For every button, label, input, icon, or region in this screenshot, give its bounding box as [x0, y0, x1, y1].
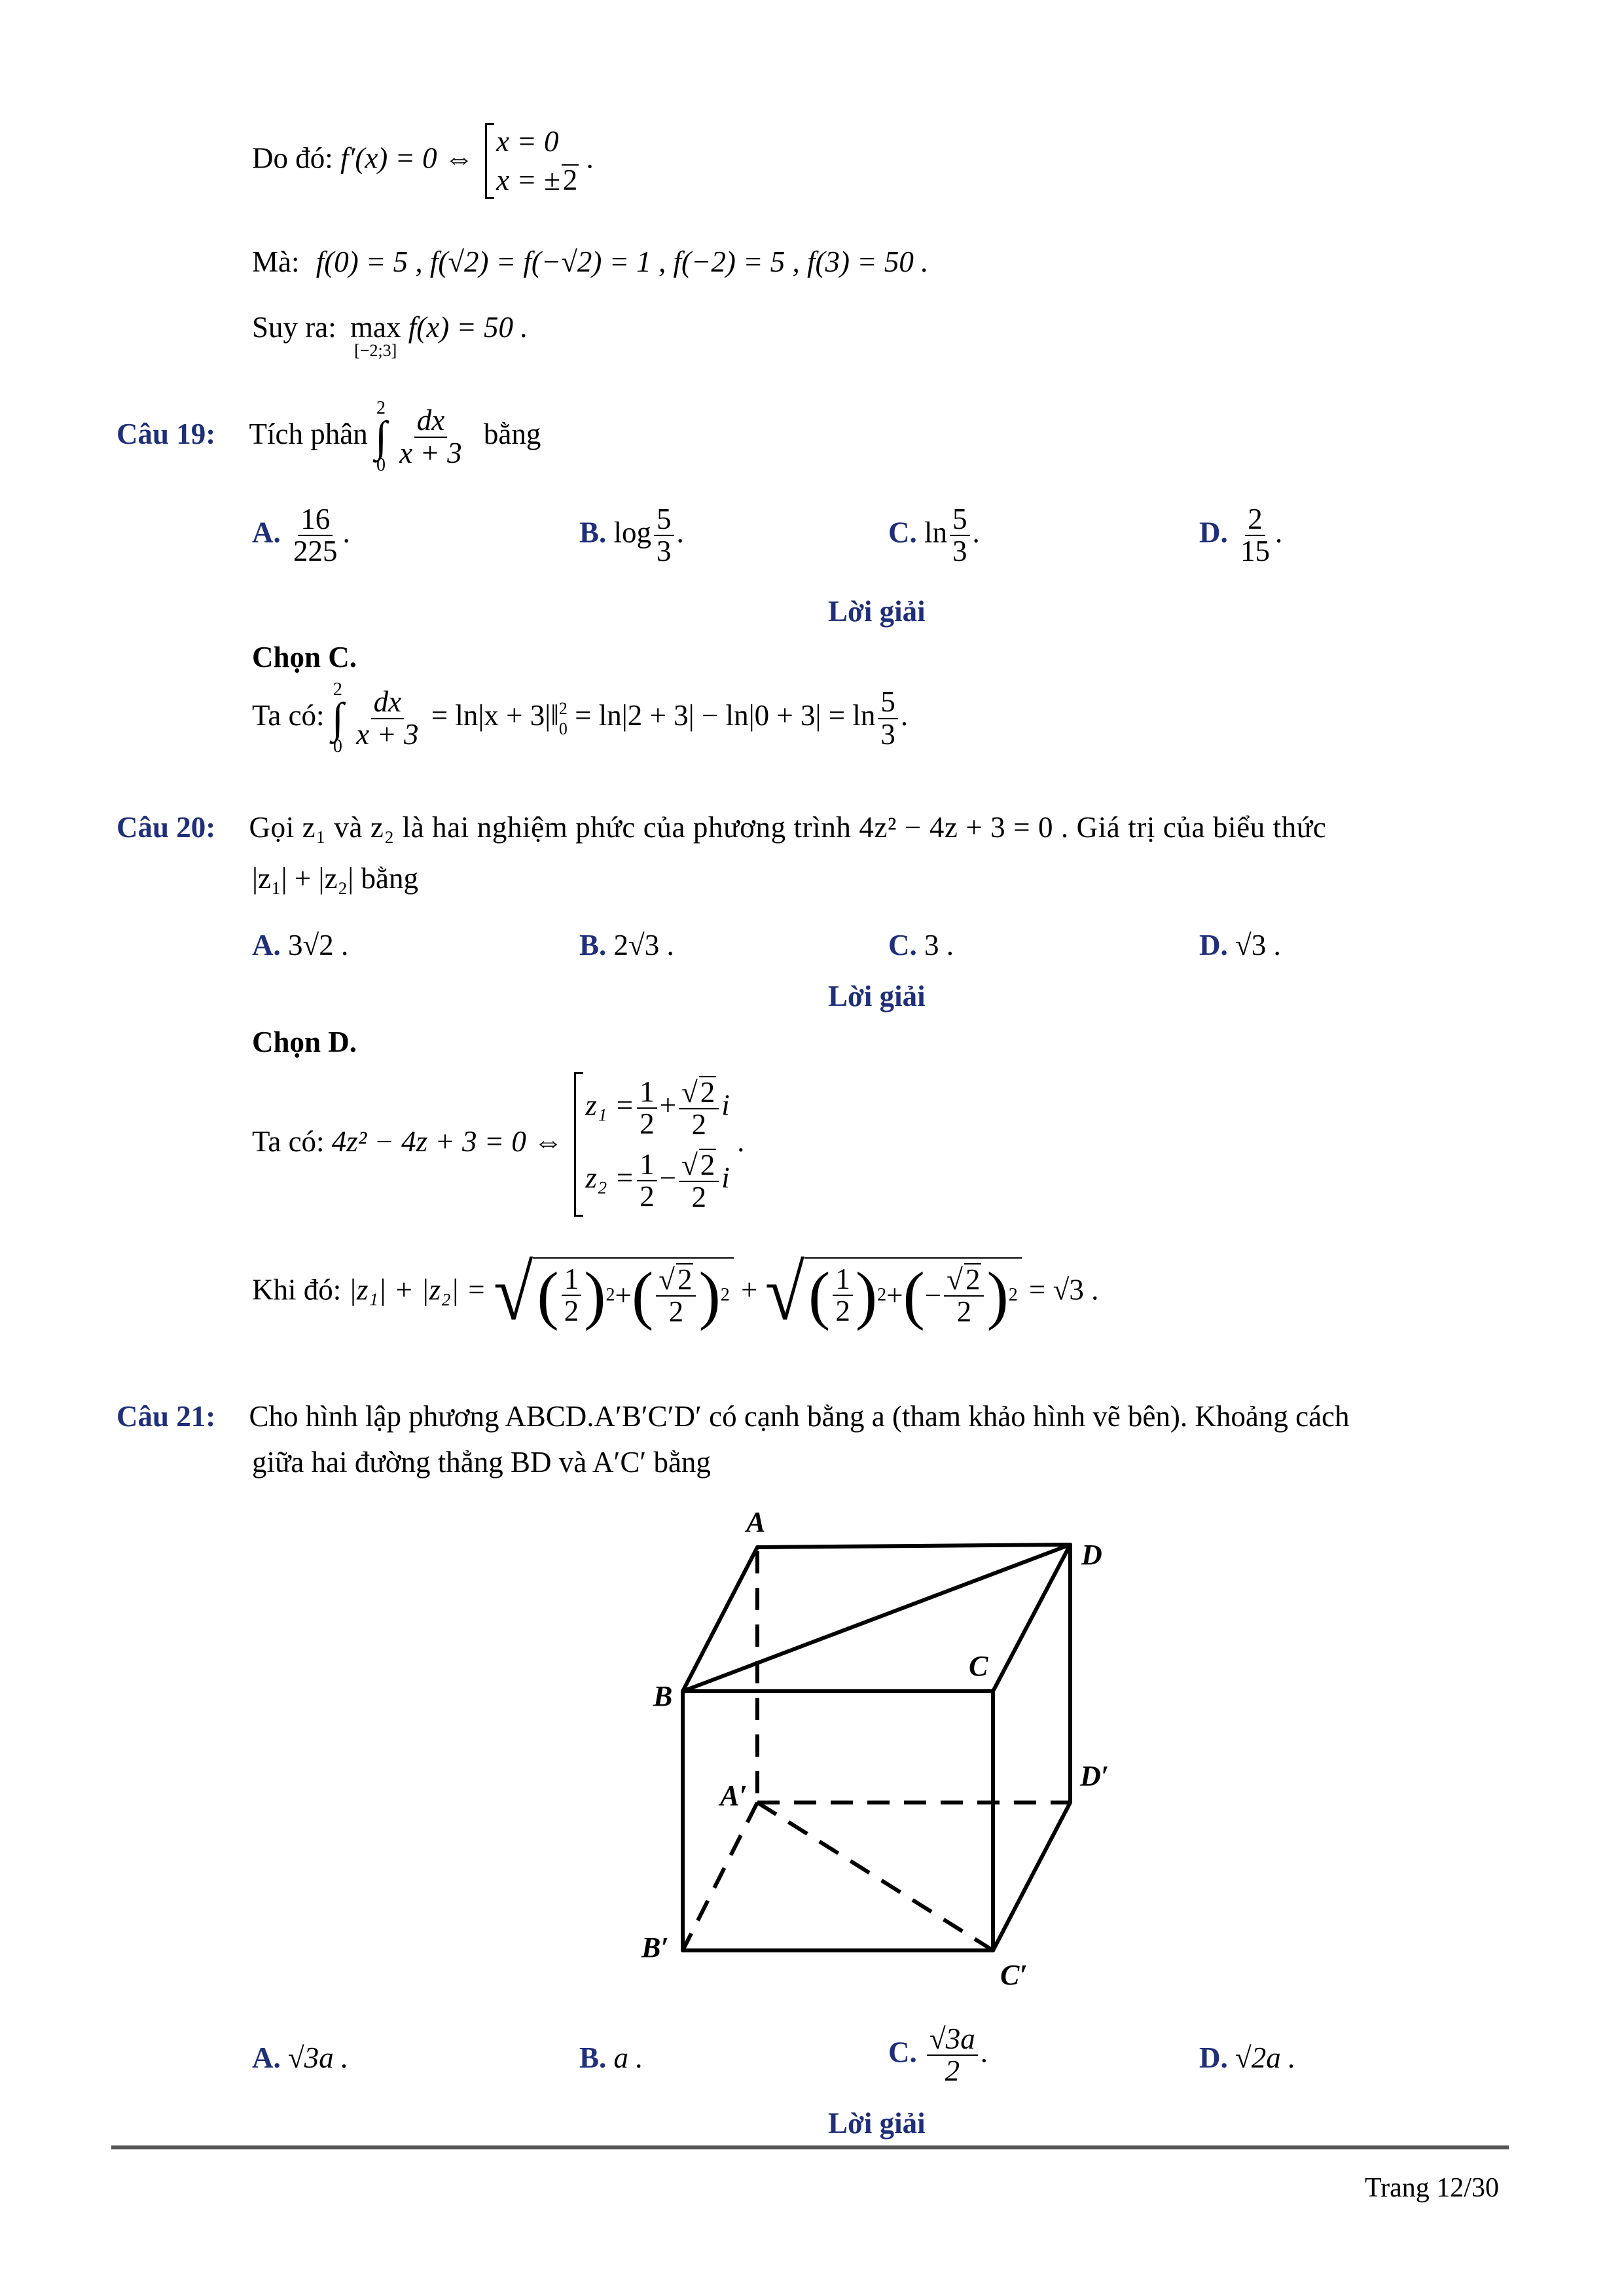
numerator: dx [414, 405, 447, 437]
vertex-label-C1: C′ [1000, 1959, 1028, 1991]
numerator: 1 [637, 1077, 657, 1109]
sqrt: 2 [562, 164, 578, 196]
label: Ta có: [252, 1124, 325, 1158]
case-bracket [485, 123, 579, 199]
option-value: 3 . [924, 929, 954, 961]
edge-CD [993, 1545, 1070, 1691]
fraction [1238, 504, 1272, 567]
q20-stem [117, 813, 1326, 842]
math: f(x) = 50 . [408, 311, 528, 344]
line-do-do [252, 123, 594, 199]
function: log [613, 516, 652, 549]
vertex-label-A: A [746, 1506, 766, 1538]
limits [559, 698, 568, 739]
q19-solution-line [252, 681, 908, 756]
vertex-label-B1: B′ [641, 1931, 669, 1964]
edge-BD [683, 1545, 1070, 1691]
q20-option-b[interactable] [579, 931, 674, 960]
math: 4z² − 4z + 3 = 0 ⇔ [331, 1124, 564, 1158]
numerator: 1 [833, 1264, 853, 1296]
option-key: C. [888, 929, 917, 961]
case-1: x = 0 [496, 125, 559, 158]
integral-sign: 2 ∫ 0 [374, 398, 388, 476]
numerator: 5 [878, 687, 898, 719]
denominator: 3 [952, 535, 967, 568]
q21-stem [117, 1402, 1350, 1431]
lower: 0 [558, 719, 568, 738]
period: . [586, 141, 594, 175]
solution-heading: Lời giải [828, 980, 926, 1013]
denominator: 2 [835, 1295, 850, 1327]
edge-AB [683, 1547, 757, 1691]
q19-option-a[interactable] [252, 504, 350, 567]
denominator: 2 [640, 1179, 655, 1213]
op: + [741, 1273, 758, 1306]
option-key: D. [1199, 516, 1228, 549]
q19-option-c[interactable] [888, 504, 980, 567]
lower-limit: 0 [376, 455, 386, 476]
function: ln [924, 516, 948, 549]
question-number: Câu 19: [117, 418, 216, 451]
fraction [950, 504, 970, 567]
label: Ta có: [252, 699, 325, 732]
option-value: 3√2 . [288, 929, 349, 961]
fraction [291, 504, 340, 567]
numerator: √3a [927, 2024, 978, 2056]
footer-divider [111, 2145, 1509, 2149]
numerator: dx [371, 687, 404, 719]
max-sub: [−2;3] [354, 341, 397, 360]
option-key: A. [252, 2041, 281, 2074]
sqrt-1: √ ( $\frac{1}{2}$ ) 2 + ( $\frac{√2}{2}$ ) 2 [494, 1257, 734, 1329]
upper-limit: 2 [376, 398, 386, 418]
op: + [615, 1278, 632, 1312]
option-value: 2√3 . [613, 929, 674, 961]
option-key: A. [252, 516, 281, 549]
stem-text: bằng [483, 418, 541, 451]
fraction [637, 1077, 657, 1140]
label: Khi đó: [252, 1273, 342, 1306]
denominator: 15 [1240, 535, 1270, 568]
q20-solution-roots [252, 1072, 744, 1217]
stem-text: Tích phân [249, 418, 368, 451]
numerator: 16 [298, 504, 333, 536]
root-2 [585, 1149, 729, 1213]
fraction [654, 504, 674, 567]
period: . [1275, 516, 1283, 549]
vertex-label-B: B [653, 1680, 673, 1712]
question-number: Câu 20: [117, 811, 216, 844]
denominator: 2 [640, 1107, 655, 1141]
integrand [353, 687, 421, 750]
fraction [637, 1149, 657, 1213]
math: f′(x) = 0 ⇔ [340, 141, 474, 175]
q19-option-b[interactable] [579, 504, 684, 567]
numerator: 1 [637, 1149, 657, 1181]
math: = √3 . [1029, 1273, 1099, 1306]
option-value: √2a . [1235, 2041, 1296, 2074]
label: Mà: [252, 245, 300, 278]
q21-option-a[interactable] [252, 2043, 348, 2073]
option-value: √3a . [288, 2041, 349, 2074]
math: z₁ = [585, 1088, 635, 1122]
chosen-answer: Chọn D. [252, 1026, 357, 1058]
period: . [342, 516, 350, 549]
denominator: x + 3 [399, 436, 462, 469]
numerator: 5 [950, 504, 970, 536]
vertex-label-D: D [1081, 1539, 1102, 1571]
option-value: √3 . [1235, 929, 1281, 961]
period: . [676, 516, 684, 549]
label: Do đó: [252, 141, 333, 175]
q20-option-a[interactable] [252, 931, 348, 960]
denominator: x + 3 [356, 717, 419, 751]
period: . [737, 1124, 745, 1158]
vertex-label-D1: D′ [1080, 1760, 1110, 1792]
math: |z₁| + |z₂| = [348, 1273, 486, 1306]
q21-option-c[interactable] [888, 2024, 988, 2087]
q21-option-b[interactable] [579, 2043, 643, 2073]
q19-option-d[interactable] [1199, 504, 1282, 567]
sqrt-2: √ ( $\frac{1}{2}$ ) 2 + ( − $\frac{√2}{2}$ ) 2 [765, 1257, 1022, 1329]
q20-solution-modulus [252, 1248, 1099, 1337]
denominator: 225 [293, 535, 338, 568]
option-key: B. [579, 929, 607, 961]
math: x = ± [496, 164, 560, 196]
option-value: a . [613, 2041, 643, 2074]
q21-stem-line2: giữa hai đường thẳng BD và A′C′ bằng [252, 1446, 711, 1479]
fraction: $\frac{√2}{2}$ [679, 1149, 719, 1213]
cube-figure [622, 1499, 1146, 1996]
option-key: D. [1199, 929, 1228, 961]
math: z₂ = [585, 1161, 635, 1194]
numerator: 1 [562, 1264, 582, 1296]
page-number: Trang 12/30 [1365, 2173, 1499, 2203]
period: . [980, 2036, 988, 2069]
lower-limit: 0 [333, 736, 342, 757]
case-2 [496, 164, 579, 195]
radicand: 2 [677, 1263, 693, 1296]
denominator: 2 [691, 1180, 706, 1213]
op: − [924, 1278, 942, 1312]
numerator: 5 [654, 504, 674, 536]
vertex-label-C: C [969, 1650, 988, 1682]
option-key: B. [579, 516, 607, 549]
solution-heading: Lời giải [828, 2107, 926, 2140]
max-word: max [350, 311, 401, 344]
denominator: 2 [668, 1295, 684, 1328]
case-bracket [574, 1072, 729, 1217]
q20-option-c[interactable] [888, 931, 954, 960]
option-key: C. [888, 2036, 917, 2069]
fraction [878, 687, 898, 750]
math: = ln|2 + 3| − ln|0 + 3| = ln [575, 699, 876, 732]
option-key: A. [252, 929, 281, 961]
denominator: 2 [956, 1295, 972, 1328]
stem-text: Gọi z₁ và z₂ là hai nghiệm phức của phương trình 4z² − 4z + 3 = 0 . Giá trị của biểu thức [249, 811, 1327, 844]
op: + [659, 1088, 677, 1122]
upper-limit: 2 [333, 679, 342, 700]
math: = ln|x + 3|‖ [431, 699, 559, 732]
solution-heading: Lời giải [828, 595, 926, 628]
denominator: 3 [657, 535, 672, 568]
denominator: 2 [564, 1295, 579, 1327]
op: − [659, 1161, 677, 1194]
option-key: B. [579, 2041, 607, 2074]
math: f(0) = 5 , f(√2) = f(−√2) = 1 , f(−2) = 5 , f(3) = 50 . [316, 245, 929, 278]
imag-unit: i [721, 1088, 730, 1122]
edge-AD [757, 1545, 1070, 1547]
integrand [397, 405, 464, 469]
label: Suy ra: [252, 311, 336, 344]
denominator: 2 [945, 2054, 960, 2088]
q21-option-d[interactable] [1199, 2043, 1295, 2073]
fraction [927, 2024, 978, 2087]
question-number: Câu 21: [117, 1400, 216, 1433]
integral-sign: 2 ∫ 0 [331, 679, 344, 757]
stem-text: Cho hình lập phương ABCD.A′B′C′D′ có cạnh bằng a (tham khảo hình vẽ bên). Khoảng cách [249, 1400, 1350, 1433]
max-op [350, 313, 401, 359]
q20-stem-line2: |z₁| + |z₂| bằng [252, 862, 418, 895]
fraction: $\frac{√2}{2}$ [679, 1076, 719, 1141]
vertex-label-A1: A′ [720, 1780, 748, 1812]
edge-A1B1 [683, 1803, 757, 1950]
line-suy-ra [252, 313, 528, 359]
option-key: C. [888, 516, 917, 549]
q19-stem [117, 399, 541, 475]
period: . [972, 516, 980, 549]
imag-unit: i [721, 1161, 730, 1194]
upper: 2 [558, 698, 568, 718]
op: + [886, 1278, 903, 1312]
edge-C1D1 [993, 1803, 1070, 1950]
q20-option-d[interactable] [1199, 931, 1281, 960]
edge-A1C1 [757, 1803, 993, 1950]
denominator: 3 [880, 717, 895, 751]
line-ma [252, 247, 928, 277]
chosen-answer: Chọn C. [252, 641, 357, 673]
period: . [900, 699, 909, 732]
radicand: 2 [700, 1148, 715, 1181]
numerator: 2 [1245, 504, 1265, 536]
radicand: 2 [965, 1263, 981, 1296]
root-1 [585, 1076, 729, 1141]
option-key: D. [1199, 2041, 1228, 2074]
radicand: 2 [700, 1076, 715, 1109]
denominator: 2 [691, 1108, 706, 1141]
